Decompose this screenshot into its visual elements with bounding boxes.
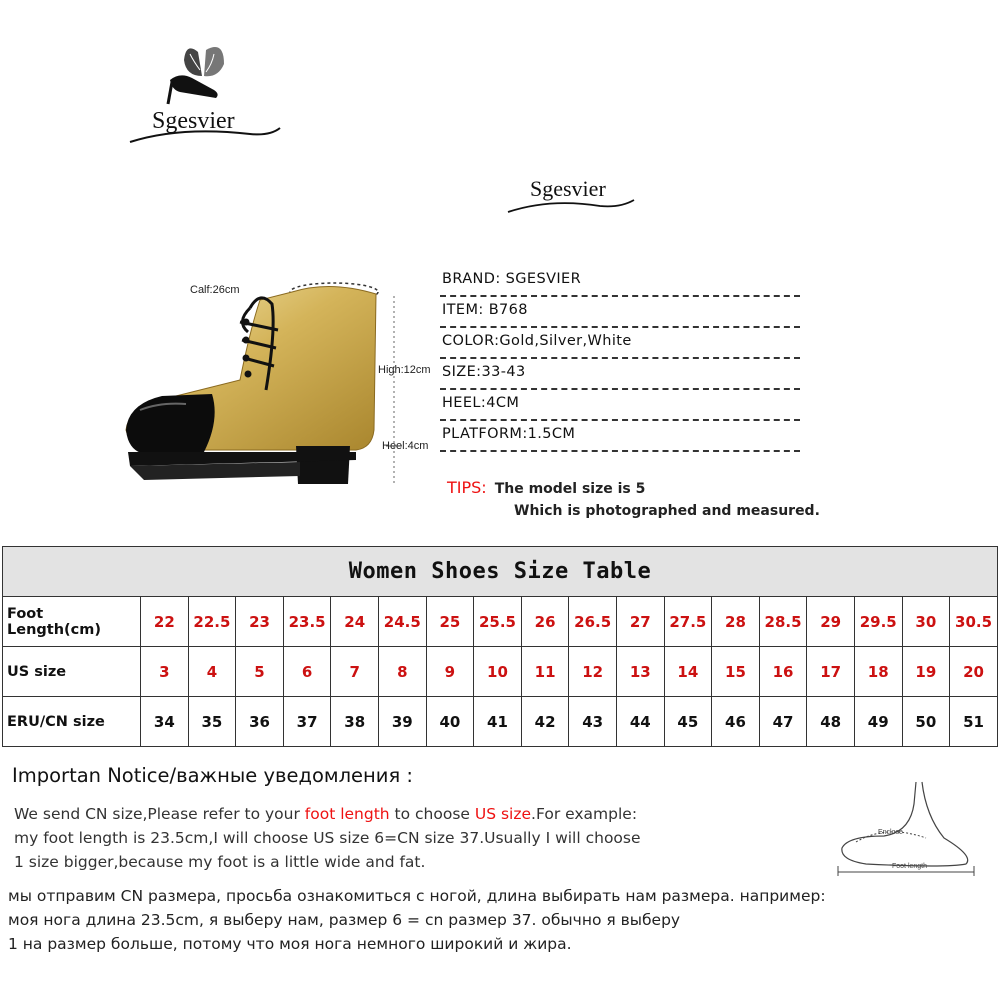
spec-color: COLOR:Gold,Silver,White bbox=[440, 328, 800, 359]
notice-en-line2: my foot length is 23.5cm,I will choose US size 6=CN size 37.Usually I will choose bbox=[14, 829, 641, 847]
size-cell: 27.5 bbox=[664, 597, 712, 647]
brand-logo-primary bbox=[120, 42, 290, 152]
notice-title: Importan Notice/важные уведомления : bbox=[12, 764, 413, 787]
size-cell: 45 bbox=[664, 697, 712, 747]
size-cell: 20 bbox=[950, 647, 998, 697]
size-cell: 19 bbox=[902, 647, 950, 697]
tips-line2: Which is photographed and measured. bbox=[514, 503, 820, 519]
size-cell: 23 bbox=[236, 597, 284, 647]
notice-en-line3: 1 size bigger,because my foot is a little wide and fat. bbox=[14, 853, 426, 871]
size-cell: 30 bbox=[902, 597, 950, 647]
size-cell: 47 bbox=[759, 697, 807, 747]
enclose-label: Enclose bbox=[878, 829, 903, 836]
notice-russian bbox=[8, 884, 998, 956]
size-cell: 25.5 bbox=[474, 597, 522, 647]
swoosh-icon bbox=[500, 170, 640, 220]
size-cell: 43 bbox=[569, 697, 617, 747]
size-cell: 14 bbox=[664, 647, 712, 697]
foot-icon bbox=[826, 776, 986, 876]
size-cell: 22.5 bbox=[188, 597, 236, 647]
size-cell: 40 bbox=[426, 697, 474, 747]
size-cell: 5 bbox=[236, 647, 284, 697]
size-cell: 9 bbox=[426, 647, 474, 697]
size-cell: 7 bbox=[331, 647, 379, 697]
tips-line1: The model size is 5 bbox=[494, 481, 646, 497]
size-cell: 36 bbox=[236, 697, 284, 747]
size-cell: 41 bbox=[474, 697, 522, 747]
size-cell: 39 bbox=[379, 697, 427, 747]
size-cell: 28.5 bbox=[759, 597, 807, 647]
size-cell: 34 bbox=[141, 697, 189, 747]
brand-name: Sgesvier bbox=[152, 108, 235, 134]
size-cell: 29 bbox=[807, 597, 855, 647]
spec-item: ITEM: B768 bbox=[440, 297, 800, 328]
table-row bbox=[3, 647, 998, 697]
row-label: Foot Length(cm) bbox=[3, 597, 141, 647]
size-cell: 26.5 bbox=[569, 597, 617, 647]
foot-diagram bbox=[826, 776, 986, 876]
size-cell: 26 bbox=[521, 597, 569, 647]
size-cell: 27 bbox=[616, 597, 664, 647]
size-cell: 6 bbox=[283, 647, 331, 697]
size-cell: 10 bbox=[474, 647, 522, 697]
spec-brand: BRAND: SGESVIER bbox=[440, 266, 800, 297]
size-cell: 15 bbox=[712, 647, 760, 697]
spec-size: SIZE:33-43 bbox=[440, 359, 800, 390]
foot-length-label: Foot length bbox=[892, 863, 928, 870]
calf-measure-label: Calf:26cm bbox=[190, 284, 240, 296]
size-cell: 3 bbox=[141, 647, 189, 697]
size-cell: 37 bbox=[283, 697, 331, 747]
size-cell: 51 bbox=[950, 697, 998, 747]
heel-measure-label: Heel:4cm bbox=[382, 440, 429, 452]
size-cell: 29.5 bbox=[854, 597, 902, 647]
notice-ru-line3: 1 на размер больше, потому что моя нога немного широкий и жира. bbox=[8, 935, 572, 953]
row-label: ERU/CN size bbox=[3, 697, 141, 747]
size-table bbox=[2, 546, 998, 747]
size-cell: 30.5 bbox=[950, 597, 998, 647]
notice-ru-line2: моя нога длина 23.5cm, я выберу нам, размер 6 = cn размер 37. обычно я выберу bbox=[8, 911, 681, 929]
size-cell: 48 bbox=[807, 697, 855, 747]
size-cell: 13 bbox=[616, 647, 664, 697]
size-cell: 46 bbox=[712, 697, 760, 747]
row-label: US size bbox=[3, 647, 141, 697]
table-row bbox=[3, 597, 998, 647]
notice-ru-line1: мы отправим CN размера, просьба ознакомиться с ногой, длина выбирать нам размера. например: bbox=[8, 887, 826, 905]
size-cell: 11 bbox=[521, 647, 569, 697]
size-cell: 42 bbox=[521, 697, 569, 747]
size-cell: 17 bbox=[807, 647, 855, 697]
size-cell: 23.5 bbox=[283, 597, 331, 647]
size-cell: 44 bbox=[616, 697, 664, 747]
size-cell: 22 bbox=[141, 597, 189, 647]
spec-list bbox=[440, 266, 800, 452]
tips-label: TIPS: bbox=[447, 478, 487, 497]
boot-illustration bbox=[100, 270, 440, 500]
size-cell: 50 bbox=[902, 697, 950, 747]
notice-en-line1: We send CN size,Please refer to your foot length to choose US size.For example: bbox=[14, 805, 638, 823]
brand-name: Sgesvier bbox=[530, 176, 606, 201]
size-cell: 35 bbox=[188, 697, 236, 747]
size-cell: 4 bbox=[188, 647, 236, 697]
size-cell: 8 bbox=[379, 647, 427, 697]
product-image bbox=[100, 270, 440, 500]
size-cell: 16 bbox=[759, 647, 807, 697]
size-cell: 49 bbox=[854, 697, 902, 747]
notice-english bbox=[14, 802, 774, 874]
table-row bbox=[3, 697, 998, 747]
size-cell: 12 bbox=[569, 647, 617, 697]
spec-heel: HEEL:4CM bbox=[440, 390, 800, 421]
size-cell: 28 bbox=[712, 597, 760, 647]
height-measure-label: High:12cm bbox=[378, 364, 431, 376]
size-cell: 38 bbox=[331, 697, 379, 747]
butterfly-heel-icon bbox=[120, 42, 290, 152]
size-table-title: Women Shoes Size Table bbox=[3, 547, 998, 597]
size-cell: 25 bbox=[426, 597, 474, 647]
tips-block bbox=[447, 478, 820, 519]
spec-platform: PLATFORM:1.5CM bbox=[440, 421, 800, 452]
size-cell: 24.5 bbox=[379, 597, 427, 647]
brand-logo-secondary bbox=[500, 170, 640, 220]
size-cell: 18 bbox=[854, 647, 902, 697]
size-cell: 24 bbox=[331, 597, 379, 647]
